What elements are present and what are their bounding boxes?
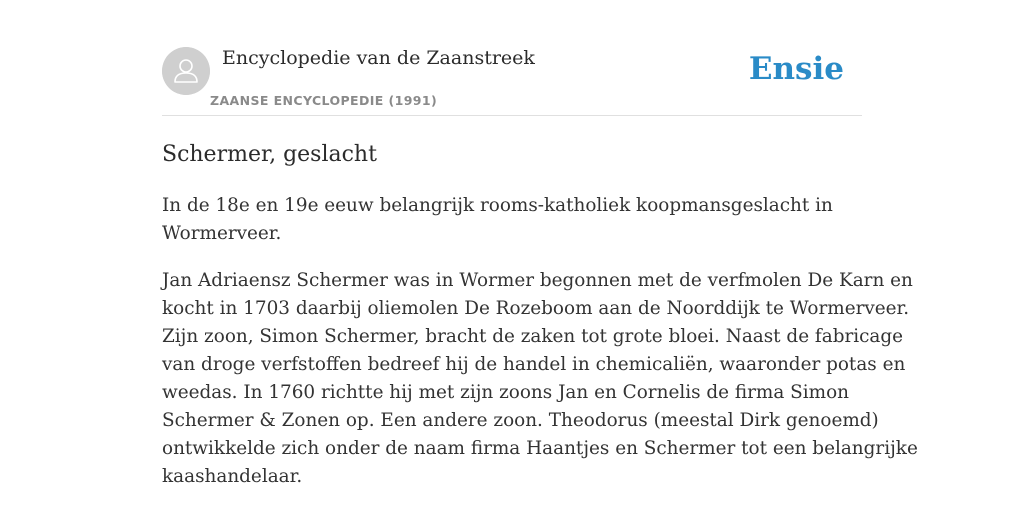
paragraph-line: Zijn zoon, Simon Schermer, bracht de zaken tot grote bloei. Naast de fabricage xyxy=(162,326,904,347)
article-paragraph-2 xyxy=(162,267,918,491)
paragraph-line: Jan Adriaensz Schermer was in Wormer begonnen met de verfmolen De Karn en xyxy=(162,270,913,291)
paragraph-line: kaashandelaar. xyxy=(162,466,303,487)
page xyxy=(162,0,918,512)
paragraph-line: ontwikkelde zich onder de naam firma Haantjes en Schermer tot een belangrijke xyxy=(162,438,918,459)
source-subtitle: ZAANSE ENCYCLOPEDIE (1991) xyxy=(210,93,438,108)
article-title: Schermer, geslacht xyxy=(162,142,377,167)
source-title[interactable]: Encyclopedie van de Zaanstreek xyxy=(222,47,535,69)
paragraph-line: kocht in 1703 daarbij oliemolen De Rozeboom aan de Noorddijk te Wormerveer. xyxy=(162,298,910,319)
brand-logo[interactable]: Ensie xyxy=(748,51,844,87)
header xyxy=(162,0,862,116)
paragraph-line: Wormerveer. xyxy=(162,223,282,244)
paragraph-line: van droge verfstoffen bedreef hij de handel in chemicaliën, waaronder potas en xyxy=(162,354,906,375)
paragraph-line: In de 18e en 19e eeuw belangrijk rooms-katholiek koopmansgeslacht in xyxy=(162,195,833,216)
paragraph-line: Schermer & Zonen op. Een andere zoon. Theodorus (meestal Dirk genoemd) xyxy=(162,410,879,431)
avatar[interactable] xyxy=(162,47,210,95)
paragraph-line: weedas. In 1760 richtte hij met zijn zoons Jan en Cornelis de firma Simon xyxy=(162,382,850,403)
user-icon xyxy=(162,47,210,95)
article-paragraph-1 xyxy=(162,192,862,248)
